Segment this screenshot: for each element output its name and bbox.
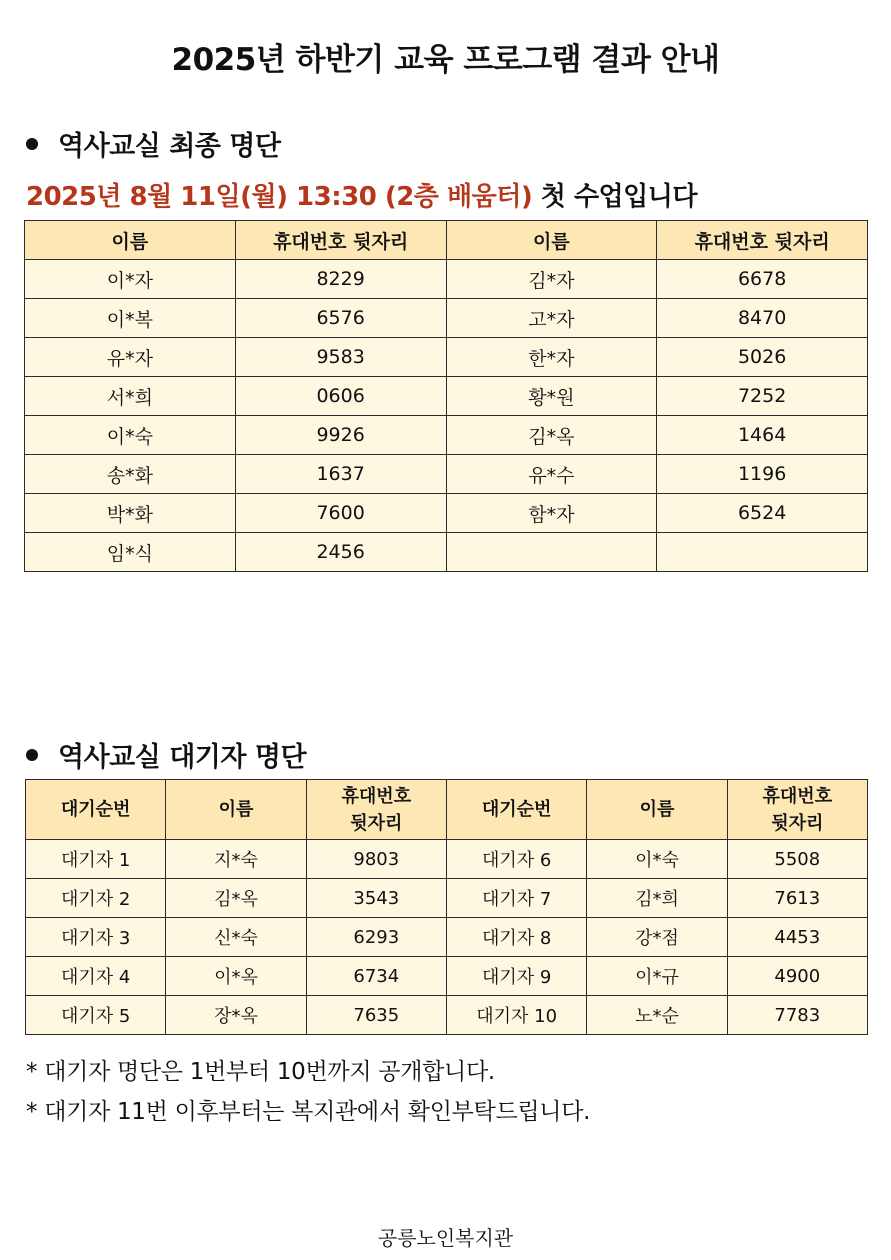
table-cell: 대기자 4 — [26, 957, 166, 996]
column-header: 이름 — [166, 780, 306, 840]
table-cell: 대기자 1 — [26, 840, 166, 879]
table-cell: 2456 — [235, 533, 446, 572]
table-cell: 이*규 — [587, 957, 727, 996]
table-cell: 4453 — [727, 918, 867, 957]
table-cell: 이*숙 — [25, 416, 236, 455]
table-cell: 유*수 — [446, 455, 657, 494]
class-notice — [26, 176, 697, 213]
table-cell: 함*자 — [446, 494, 657, 533]
table-row — [25, 416, 868, 455]
table-cell: 8470 — [657, 299, 868, 338]
table-cell: 이*복 — [25, 299, 236, 338]
table-cell: 임*식 — [25, 533, 236, 572]
bullet-icon — [26, 138, 38, 150]
table-cell — [446, 533, 657, 572]
table-cell: 7635 — [306, 996, 446, 1035]
class-notice-text: 첫 수업입니다 — [532, 182, 698, 212]
table-cell: 황*원 — [446, 377, 657, 416]
table-cell: 대기자 5 — [26, 996, 166, 1035]
table-cell: 대기자 10 — [446, 996, 586, 1035]
table-cell: 대기자 6 — [446, 840, 586, 879]
table-cell: 1196 — [657, 455, 868, 494]
table-row — [26, 879, 868, 918]
table-cell: 김*자 — [446, 260, 657, 299]
table-cell: 5508 — [727, 840, 867, 879]
table-cell: 김*희 — [587, 879, 727, 918]
column-header: 휴대번호 뒷자리 — [306, 780, 446, 840]
table-cell: 이*자 — [25, 260, 236, 299]
table-cell: 신*숙 — [166, 918, 306, 957]
table-cell: 7252 — [657, 377, 868, 416]
table-row — [26, 996, 868, 1035]
column-header: 대기순번 — [26, 780, 166, 840]
table-cell: 대기자 7 — [446, 879, 586, 918]
table-cell: 7600 — [235, 494, 446, 533]
table-row — [25, 455, 868, 494]
waitlist-table — [25, 779, 868, 1035]
table-cell: 노*순 — [587, 996, 727, 1035]
table-cell: 대기자 3 — [26, 918, 166, 957]
table-cell: 9583 — [235, 338, 446, 377]
footnote-1: * 대기자 명단은 1번부터 10번까지 공개합니다. — [26, 1059, 495, 1085]
table-cell: 이*옥 — [166, 957, 306, 996]
table-cell: 박*화 — [25, 494, 236, 533]
table-row — [26, 840, 868, 879]
table-row — [25, 377, 868, 416]
table-cell: 강*점 — [587, 918, 727, 957]
table-header-row — [25, 221, 868, 260]
table-cell: 9926 — [235, 416, 446, 455]
table-cell: 서*희 — [25, 377, 236, 416]
table-cell: 이*숙 — [587, 840, 727, 879]
table-cell: 6524 — [657, 494, 868, 533]
table-cell: 5026 — [657, 338, 868, 377]
final-list-heading — [26, 124, 280, 163]
table-cell: 1464 — [657, 416, 868, 455]
table-cell: 유*자 — [25, 338, 236, 377]
table-cell: 대기자 8 — [446, 918, 586, 957]
table-cell: 7613 — [727, 879, 867, 918]
table-cell — [657, 533, 868, 572]
column-header: 이름 — [446, 221, 657, 260]
table-cell: 6576 — [235, 299, 446, 338]
table-row — [25, 533, 868, 572]
bullet-icon — [26, 749, 38, 761]
organization-name: 공릉노인복지관 — [377, 1226, 514, 1250]
waitlist-heading — [26, 735, 306, 774]
table-cell: 한*자 — [446, 338, 657, 377]
table-row — [26, 918, 868, 957]
table-cell: 대기자 2 — [26, 879, 166, 918]
table-cell: 6734 — [306, 957, 446, 996]
class-schedule: 2025년 8월 11일(월) 13:30 (2층 배움터) — [26, 182, 533, 212]
table-cell: 김*옥 — [166, 879, 306, 918]
table-row — [25, 338, 868, 377]
footnote-2: * 대기자 11번 이후부터는 복지관에서 확인부탁드립니다. — [26, 1099, 591, 1125]
table-cell: 7783 — [727, 996, 867, 1035]
table-cell: 6293 — [306, 918, 446, 957]
final-list-heading-text: 역사교실 최종 명단 — [58, 131, 281, 162]
page-title: 2025년 하반기 교육 프로그램 결과 안내 — [171, 42, 720, 78]
final-list-table — [24, 220, 868, 572]
table-cell: 대기자 9 — [446, 957, 586, 996]
table-row — [25, 260, 868, 299]
table-cell: 9803 — [306, 840, 446, 879]
table-row — [25, 299, 868, 338]
table-cell: 8229 — [235, 260, 446, 299]
table-cell: 고*자 — [446, 299, 657, 338]
column-header: 휴대번호 뒷자리 — [235, 221, 446, 260]
table-row — [26, 957, 868, 996]
column-header: 휴대번호 뒷자리 — [657, 221, 868, 260]
table-row — [25, 494, 868, 533]
table-cell: 1637 — [235, 455, 446, 494]
table-header-row — [26, 780, 868, 840]
waitlist-heading-text: 역사교실 대기자 명단 — [58, 742, 307, 773]
table-cell: 4900 — [727, 957, 867, 996]
table-cell: 3543 — [306, 879, 446, 918]
column-header: 이름 — [25, 221, 236, 260]
column-header: 이름 — [587, 780, 727, 840]
table-cell: 김*옥 — [446, 416, 657, 455]
table-cell: 송*화 — [25, 455, 236, 494]
table-cell: 장*옥 — [166, 996, 306, 1035]
column-header: 휴대번호 뒷자리 — [727, 780, 867, 840]
column-header: 대기순번 — [446, 780, 586, 840]
table-cell: 지*숙 — [166, 840, 306, 879]
table-cell: 0606 — [235, 377, 446, 416]
table-cell: 6678 — [657, 260, 868, 299]
